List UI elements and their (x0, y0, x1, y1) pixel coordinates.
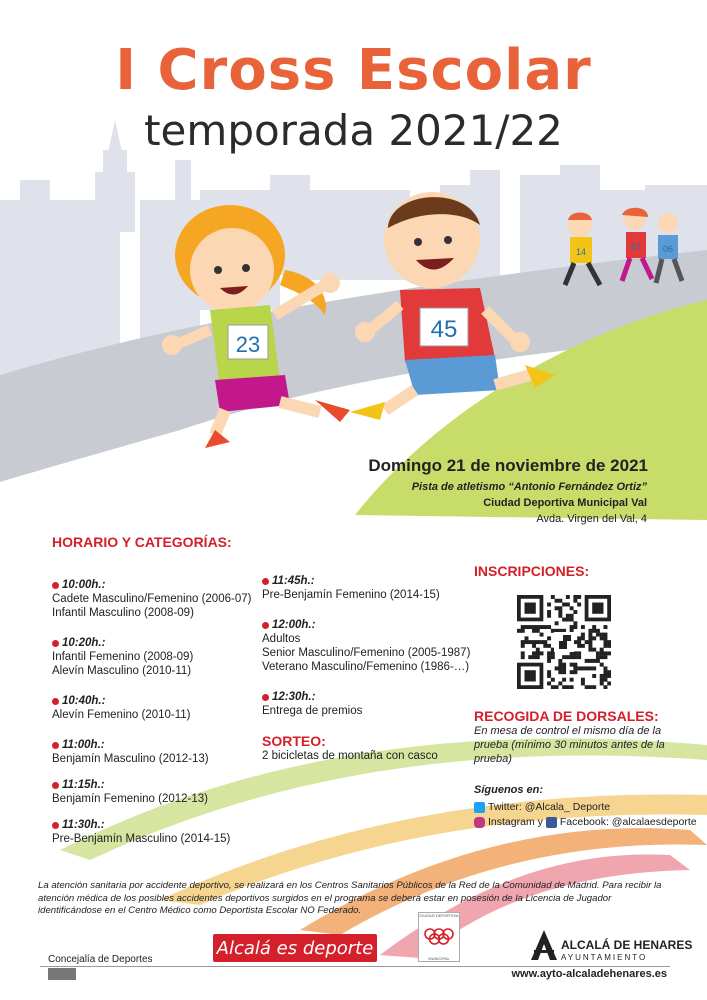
slot-category: Senior Masculino/Femenino (2005-1987) (262, 647, 471, 659)
bullet-icon (52, 698, 59, 705)
twitter-icon (474, 802, 485, 813)
bullet-icon (52, 742, 59, 749)
schedule-slot (52, 694, 191, 722)
facebook-handle: Facebook: @alcalaesdeporte (559, 816, 697, 828)
inscripciones-title: INSCRIPCIONES: (474, 563, 590, 579)
boy-runner-illustration (350, 192, 555, 420)
medical-footnote: La atención sanitaria por accidente deportivo, se realizará en los Centros Sanitarios Públicos de la Red de la Comunidad de Madrid. Para recibir la atención médica de los posibles accidentes deportivos surgidos en el programa se deberá estar en posesión de la Licencia de Jugador identificándose en el Centro Médico como Deportista Escolar NO Federado. (38, 880, 662, 916)
slot-time (262, 618, 470, 632)
slot-time (262, 574, 440, 588)
olympic-rings-icon (422, 928, 456, 946)
bib-number-14: 14 (575, 247, 587, 257)
social-title: Síguenos en: (474, 784, 544, 796)
sorteo-text: 2 bicicletas de montaña con casco (262, 750, 438, 762)
bullet-icon (52, 822, 59, 829)
slot-category: Pre-Benjamín Femenino (2014-15) (262, 589, 440, 601)
slot-time (52, 778, 208, 792)
ciudad-deportiva-logo (418, 912, 460, 962)
slot-time (52, 694, 191, 708)
slot-time-text: 11:15h.: (62, 779, 105, 791)
bib-number-67: 67 (630, 242, 642, 252)
slot-time-text: 10:00h.: (62, 579, 106, 591)
slot-time-text: 12:00h.: (272, 619, 316, 631)
slot-time-text: 11:30h.: (62, 819, 105, 831)
dorsales-title: RECOGIDA DE DORSALES: (474, 708, 659, 724)
slot-category: Alevín Masculino (2010-11) (52, 665, 192, 677)
qr-code-icon[interactable] (517, 595, 611, 689)
schedule-slot (52, 578, 251, 620)
twitter-handle: Twitter: @Alcala_ Deporte (488, 801, 611, 813)
bullet-icon (52, 582, 59, 589)
ayuntamiento-name: ALCALÁ DE HENARES (561, 938, 693, 952)
alcala-es-deporte-logo (213, 934, 377, 962)
slot-time-text: 11:00h.: (62, 739, 105, 751)
schedule-slot (262, 618, 470, 674)
slot-category: Entrega de premios (262, 705, 363, 717)
slot-category: Veterano Masculino/Femenino (1986-…) (262, 661, 470, 673)
runners-illustration (150, 180, 570, 450)
bullet-icon (52, 782, 59, 789)
girl-runner-illustration (162, 205, 350, 448)
venue-name: Pista de atletismo “Antonio Fernández Ortiz” (411, 481, 647, 493)
slot-category: Adultos (262, 633, 301, 645)
ayuntamiento-a-logo-icon (531, 930, 557, 960)
dorsales-text: En mesa de control el mismo día de la prueba (mínimo 30 minutos antes de la prueba) (474, 725, 665, 765)
concejalia-logo-icon (48, 968, 76, 980)
schedule-title: HORARIO Y CATEGORÍAS: (52, 534, 232, 550)
bib-number-06: 06 (662, 244, 674, 254)
instagram-facebook-link[interactable] (474, 816, 697, 828)
instagram-icon (474, 817, 485, 828)
bib-number-45: 45 (430, 316, 458, 343)
venue-address: Avda. Virgen del Val, 4 (536, 513, 647, 525)
slot-category: Infantil Femenino (2008-09) (52, 651, 194, 663)
instagram-label: Instagram y (488, 816, 543, 828)
slot-time (52, 818, 230, 832)
schedule-slot (52, 818, 230, 846)
footer-divider (40, 966, 670, 967)
bullet-icon (262, 578, 269, 585)
slot-time-text: 10:20h.: (62, 637, 106, 649)
slot-time-text: 10:40h.: (62, 695, 106, 707)
schedule-slot (262, 574, 440, 602)
slot-category: Cadete Masculino/Femenino (2006-07) (52, 593, 252, 605)
slot-time-text: 11:45h.: (272, 575, 315, 587)
website-link[interactable]: www.ayto-alcaladehenares.es (511, 968, 667, 980)
ciudad-deportiva-bottom: MUNICIPAL (428, 956, 450, 961)
sorteo-title: SORTEO: (262, 733, 326, 749)
schedule-slot (52, 738, 209, 766)
schedule-slot (52, 636, 193, 678)
alcala-es-deporte-text: Alcalá es deporte (216, 937, 374, 959)
slot-category: Benjamín Masculino (2012-13) (52, 753, 209, 765)
bullet-icon (262, 694, 269, 701)
venue-complex: Ciudad Deportiva Municipal Val (483, 497, 647, 509)
slot-time (52, 738, 209, 752)
event-date: Domingo 21 de noviembre de 2021 (368, 456, 648, 475)
slot-time (262, 690, 362, 704)
twitter-link[interactable] (474, 801, 610, 813)
bullet-icon (262, 622, 269, 629)
facebook-icon (546, 817, 557, 828)
page-subtitle: temporada 2021/22 (144, 106, 563, 155)
page-title: I Cross Escolar (115, 38, 592, 103)
ayuntamiento-sub: AYUNTAMIENTO (561, 953, 648, 962)
slot-time (52, 578, 251, 592)
slot-category: Benjamín Femenino (2012-13) (52, 793, 208, 805)
slot-time (52, 636, 193, 650)
slot-category: Pre-Benjamín Masculino (2014-15) (52, 833, 231, 845)
background-runners-illustration (560, 205, 690, 305)
concejalia-label: Concejalía de Deportes (48, 954, 153, 965)
schedule-slot (52, 778, 208, 806)
ciudad-deportiva-top: CIUDAD DEPORTIVA (419, 913, 459, 918)
bullet-icon (52, 640, 59, 647)
slot-category: Infantil Masculino (2008-09) (52, 607, 194, 619)
schedule-slot (262, 690, 362, 718)
slot-category: Alevín Femenino (2010-11) (52, 709, 191, 721)
slot-time-text: 12:30h.: (272, 691, 316, 703)
bib-number-23: 23 (235, 332, 261, 357)
